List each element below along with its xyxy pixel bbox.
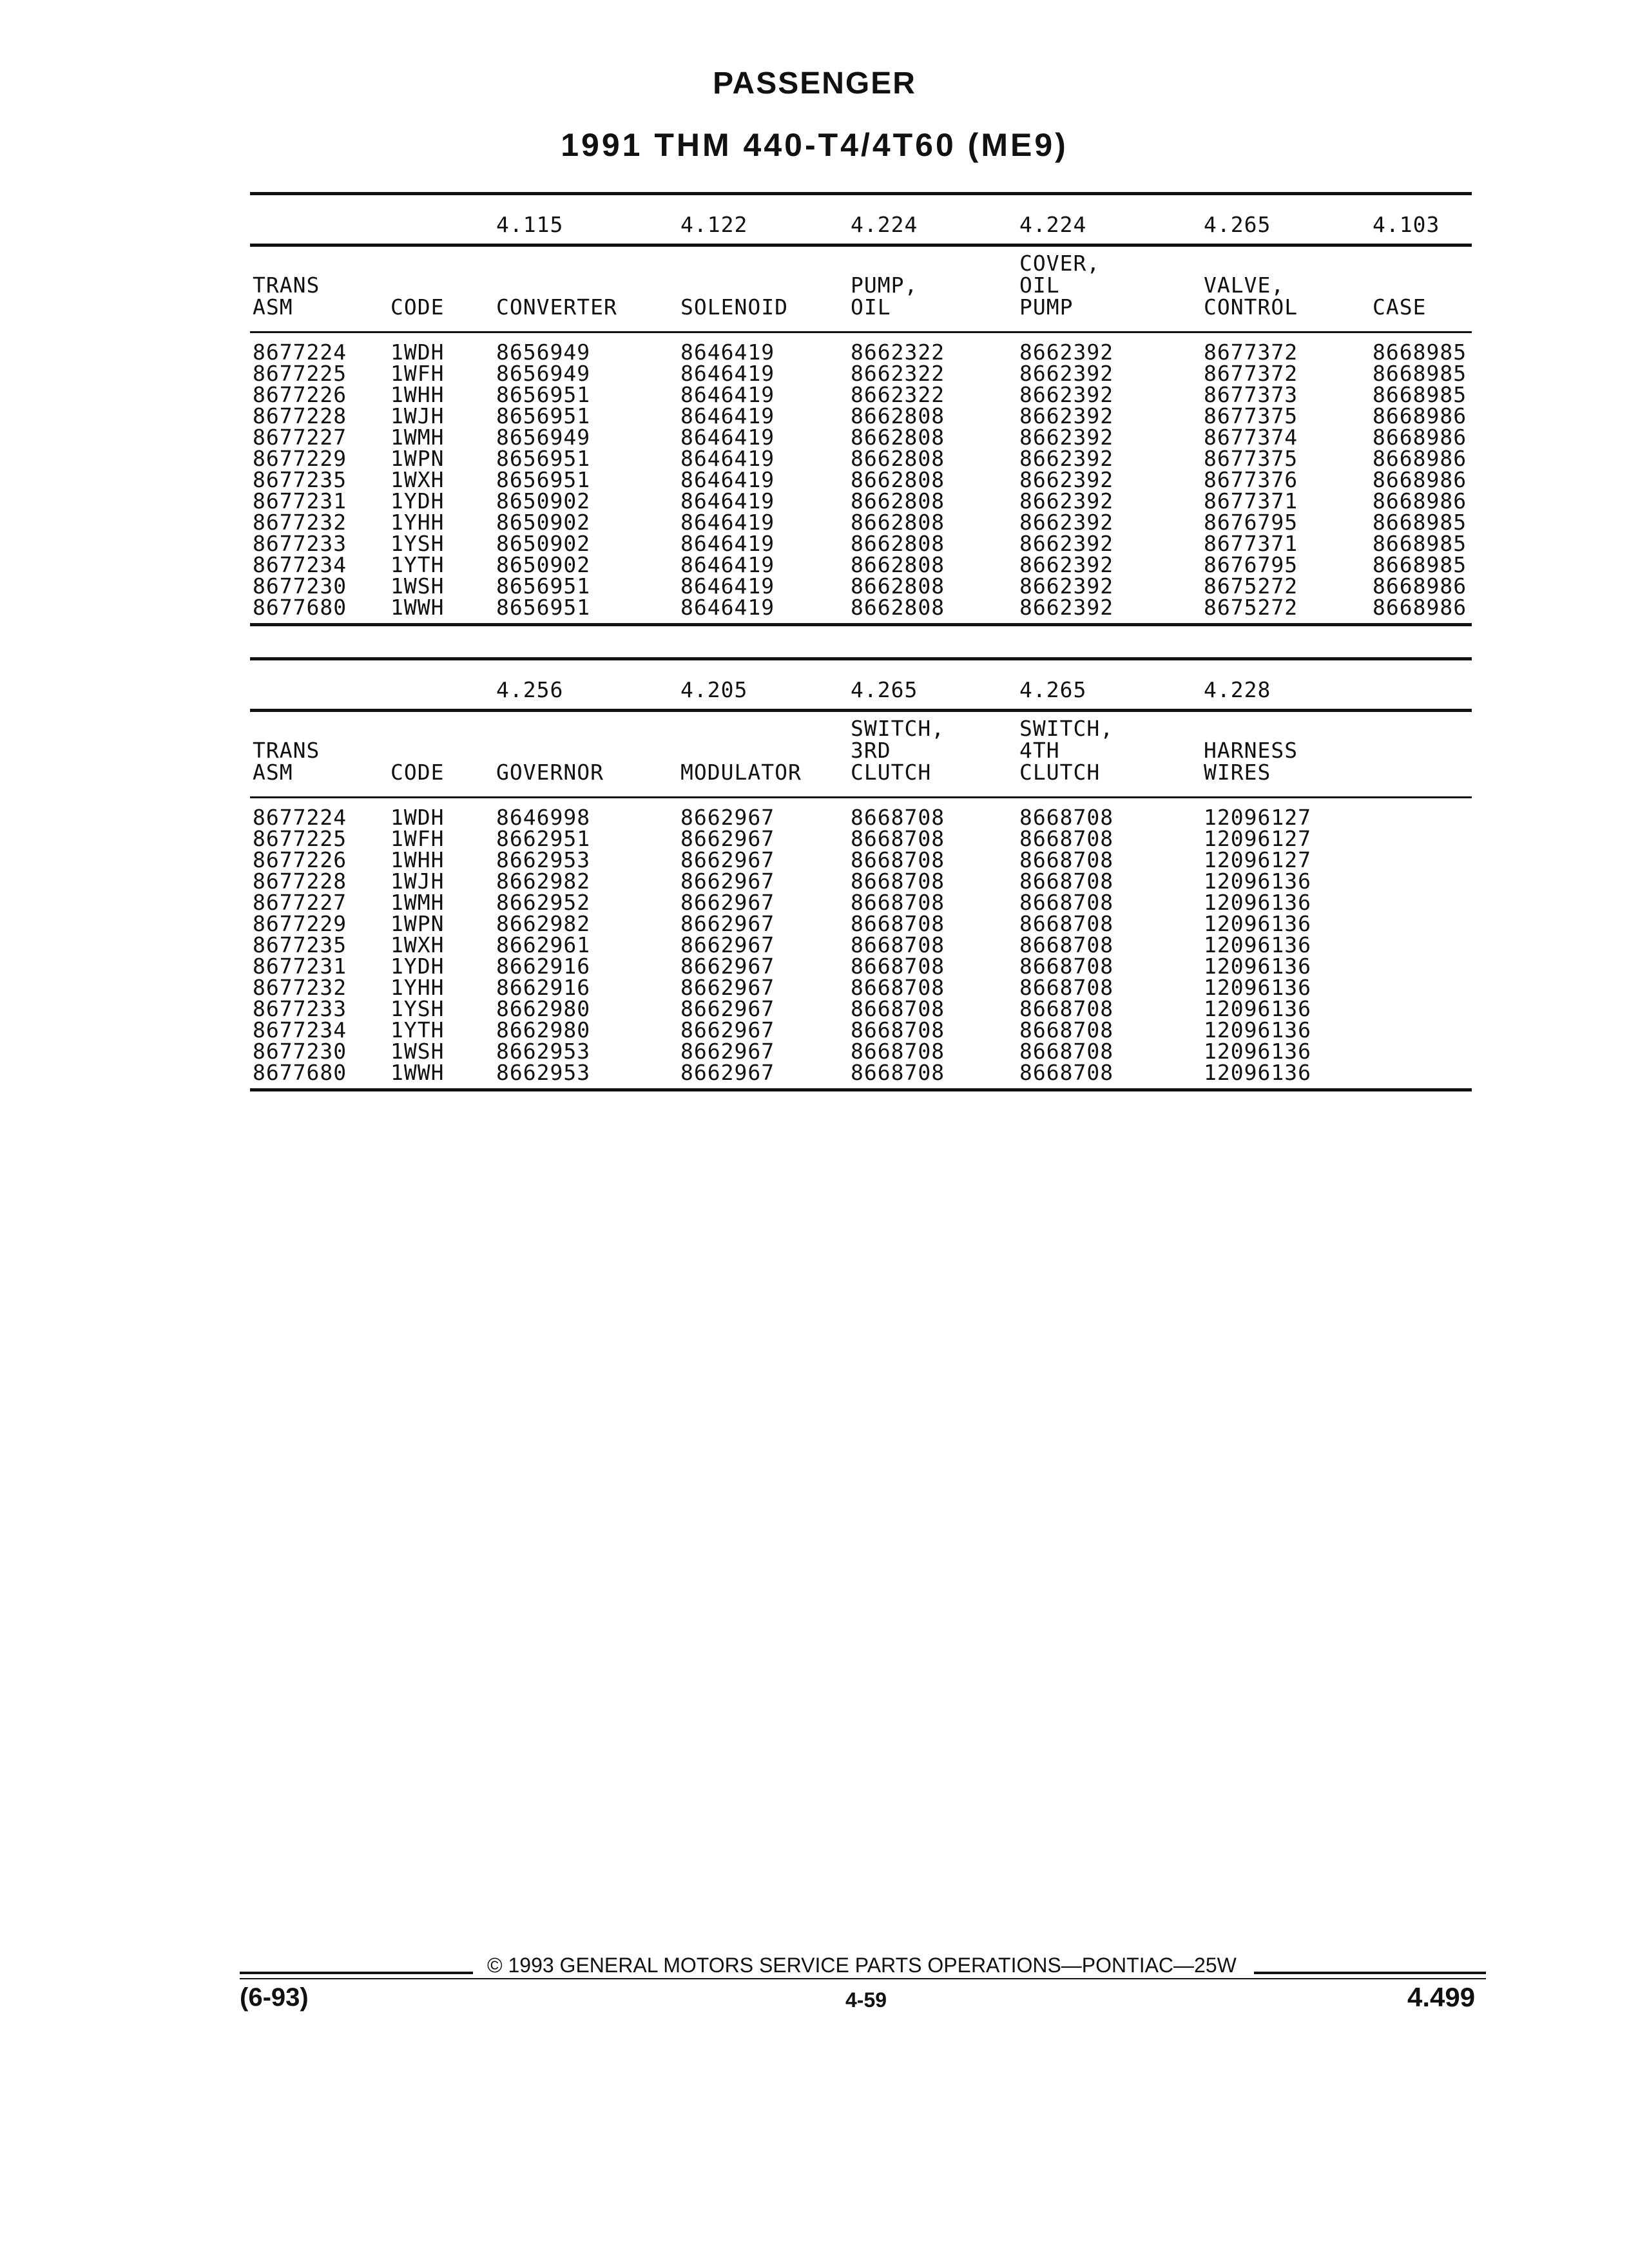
table-cell: 8677375: [1204, 446, 1298, 471]
table-cell: 8677229: [253, 446, 347, 471]
table-cell: 8677227: [253, 425, 347, 450]
header-rule: [250, 796, 1472, 798]
table-cell: 8662392: [1019, 425, 1114, 450]
table-cell: 8662322: [851, 340, 945, 365]
table-cell: 8668708: [1019, 975, 1114, 1000]
column-header: HARNESS: [1204, 738, 1298, 763]
table-cell: 1WFH: [390, 361, 445, 386]
table-cell: 8662392: [1019, 446, 1114, 471]
column-header: OIL: [851, 294, 891, 320]
table-cell: 1WSH: [390, 573, 445, 599]
table-cell: 8677371: [1204, 531, 1298, 556]
column-header: CODE: [390, 760, 445, 785]
table-cell: 8662808: [851, 403, 945, 428]
table-cell: 8662967: [680, 1039, 775, 1064]
table-cell: 8677374: [1204, 425, 1298, 450]
table-cell: 8677375: [1204, 403, 1298, 428]
table-cell: 8677224: [253, 805, 347, 830]
table-cell: 8668986: [1373, 488, 1467, 514]
table-cell: 8668708: [851, 954, 945, 979]
page-subtitle: 1991 THM 440-T4/4T60 (ME9): [561, 127, 1068, 163]
table-cell: 1YTH: [390, 552, 445, 577]
column-header: CONTROL: [1204, 294, 1298, 320]
table-cell: 8668708: [851, 847, 945, 872]
table-cell: 8668708: [1019, 805, 1114, 830]
table-cell: 1YSH: [390, 531, 445, 556]
page-title: PASSENGER: [713, 66, 916, 101]
table-cell: 8677234: [253, 1017, 347, 1043]
table-cell: 8668708: [851, 1060, 945, 1085]
group-number: 4.103: [1373, 212, 1440, 237]
table-cell: 8646419: [680, 340, 775, 365]
table-cell: 12096136: [1204, 1060, 1311, 1085]
column-header: MODULATOR: [680, 760, 802, 785]
table-cell: 8677372: [1204, 361, 1298, 386]
table-cell: 1WPN: [390, 446, 445, 471]
footer-page-center: 4-59: [845, 1988, 887, 2012]
table-cell: 8677226: [253, 382, 347, 407]
table-cell: 8677680: [253, 1060, 347, 1085]
table-cell: 8677224: [253, 340, 347, 365]
table-cell: 8668986: [1373, 573, 1467, 599]
table-cell: 8662952: [496, 890, 591, 915]
table-cell: 8668708: [851, 911, 945, 936]
table-cell: 8662967: [680, 826, 775, 851]
table-cell: 12096127: [1204, 847, 1311, 872]
table-cell: 8677376: [1204, 467, 1298, 492]
column-header: SWITCH,: [1019, 716, 1114, 741]
table-cell: 8656949: [496, 361, 591, 386]
table-cell: 8668708: [851, 805, 945, 830]
column-header: 4TH: [1019, 738, 1060, 763]
table-cell: 8668708: [1019, 847, 1114, 872]
column-header: GOVERNOR: [496, 760, 604, 785]
table-cell: 1WDH: [390, 340, 445, 365]
table-cell: 8662392: [1019, 510, 1114, 535]
table-cell: 8656951: [496, 403, 591, 428]
footer-right-rule: [1254, 1972, 1486, 1974]
table-cell: 8662392: [1019, 552, 1114, 577]
table-cell: 8677232: [253, 510, 347, 535]
table-cell: 8662967: [680, 1017, 775, 1043]
table-cell: 8668708: [1019, 890, 1114, 915]
table-cell: 8646998: [496, 805, 591, 830]
table-cell: 12096136: [1204, 932, 1311, 957]
header-rule: [250, 331, 1472, 333]
table-cell: 8677235: [253, 932, 347, 957]
table-cell: 8646419: [680, 573, 775, 599]
group-number: 4.265: [1019, 677, 1087, 702]
table-cell: 12096136: [1204, 996, 1311, 1021]
table-cell: 8668985: [1373, 340, 1467, 365]
table-cell: 8677233: [253, 996, 347, 1021]
group-number: 4.256: [496, 677, 564, 702]
table-cell: 8677232: [253, 975, 347, 1000]
table-cell: 8668708: [1019, 911, 1114, 936]
table-cell: 8668708: [1019, 932, 1114, 957]
column-header: CONVERTER: [496, 294, 617, 320]
footer-left-rule: [240, 1972, 473, 1974]
table-cell: 8656951: [496, 595, 591, 620]
table-cell: 12096136: [1204, 954, 1311, 979]
table-cell: 8662808: [851, 488, 945, 514]
table-cell: 8668985: [1373, 382, 1467, 407]
table-cell: 8677230: [253, 573, 347, 599]
column-header: ASM: [253, 294, 293, 320]
table-cell: 8677231: [253, 488, 347, 514]
table-cell: 8662953: [496, 1039, 591, 1064]
table-cell: 8677230: [253, 1039, 347, 1064]
table-cell: 8656951: [496, 573, 591, 599]
table-cell: 8656951: [496, 467, 591, 492]
column-header: ASM: [253, 760, 293, 785]
table-cell: 8677231: [253, 954, 347, 979]
table-cell: 1WFH: [390, 826, 445, 851]
table-cell: 8668708: [1019, 996, 1114, 1021]
group-number: 4.265: [1204, 212, 1271, 237]
table-cell: 8668708: [1019, 1017, 1114, 1043]
footer-date-code: (6-93): [240, 1983, 309, 2012]
table-cell: 1WDH: [390, 805, 445, 830]
column-header: CASE: [1373, 294, 1427, 320]
column-header: SWITCH,: [851, 716, 945, 741]
table-top-rule: [250, 657, 1472, 660]
table-cell: 8668708: [851, 1039, 945, 1064]
table-cell: 1YDH: [390, 954, 445, 979]
group-number-rule: [250, 709, 1472, 712]
table-cell: 8662392: [1019, 467, 1114, 492]
table-cell: 8668985: [1373, 531, 1467, 556]
table-cell: 8662322: [851, 361, 945, 386]
table-bottom-rule: [250, 623, 1472, 626]
table-cell: 12096127: [1204, 805, 1311, 830]
table-cell: 8668708: [851, 826, 945, 851]
table-cell: 8646419: [680, 467, 775, 492]
table-cell: 8668708: [1019, 1060, 1114, 1085]
column-header: COVER,: [1019, 251, 1101, 276]
table-cell: 8662967: [680, 932, 775, 957]
table-cell: 8668708: [851, 996, 945, 1021]
table-cell: 8662967: [680, 847, 775, 872]
table-cell: 8668708: [1019, 869, 1114, 894]
table-cell: 8662961: [496, 932, 591, 957]
table-cell: 8662392: [1019, 340, 1114, 365]
table-cell: 1WSH: [390, 1039, 445, 1064]
table-cell: 8668708: [851, 890, 945, 915]
table-cell: 8668708: [1019, 954, 1114, 979]
table-cell: 8668708: [851, 975, 945, 1000]
table-cell: 8662980: [496, 996, 591, 1021]
group-number: 4.122: [680, 212, 748, 237]
table-cell: 8646419: [680, 488, 775, 514]
table-cell: 8662967: [680, 996, 775, 1021]
table-cell: 8656951: [496, 446, 591, 471]
group-number: 4.228: [1204, 677, 1271, 702]
table-cell: 12096136: [1204, 911, 1311, 936]
table-cell: 8646419: [680, 595, 775, 620]
table-cell: 8646419: [680, 403, 775, 428]
table-cell: 8662967: [680, 869, 775, 894]
column-header: TRANS: [253, 738, 320, 763]
group-number-rule: [250, 244, 1472, 247]
table-cell: 1WXH: [390, 467, 445, 492]
table-cell: 1WHH: [390, 847, 445, 872]
table-cell: 1WXH: [390, 932, 445, 957]
table-cell: 8662392: [1019, 595, 1114, 620]
column-header: PUMP: [1019, 294, 1074, 320]
column-header: OIL: [1019, 273, 1060, 298]
table-cell: 8677680: [253, 595, 347, 620]
table-cell: 8662967: [680, 975, 775, 1000]
table-cell: 8668986: [1373, 467, 1467, 492]
column-header: VALVE,: [1204, 273, 1285, 298]
table-cell: 8656949: [496, 340, 591, 365]
table-cell: 1YSH: [390, 996, 445, 1021]
table-cell: 8662808: [851, 531, 945, 556]
table-cell: 8662392: [1019, 531, 1114, 556]
table-cell: 1WJH: [390, 869, 445, 894]
table-cell: 8662808: [851, 552, 945, 577]
column-header: PUMP,: [851, 273, 918, 298]
table-cell: 8668708: [851, 1017, 945, 1043]
table-cell: 8662916: [496, 975, 591, 1000]
table-cell: 8677235: [253, 467, 347, 492]
table-cell: 12096136: [1204, 869, 1311, 894]
table-cell: 8662392: [1019, 488, 1114, 514]
table-cell: 8656951: [496, 382, 591, 407]
table-cell: 1WPN: [390, 911, 445, 936]
table-cell: 8677225: [253, 826, 347, 851]
group-number: 4.205: [680, 677, 748, 702]
table-cell: 8646419: [680, 425, 775, 450]
table-cell: 1WMH: [390, 425, 445, 450]
table-cell: 8646419: [680, 361, 775, 386]
table-cell: 12096136: [1204, 1039, 1311, 1064]
table-cell: 8662392: [1019, 403, 1114, 428]
table-cell: 1WJH: [390, 403, 445, 428]
table-cell: 8662951: [496, 826, 591, 851]
table-cell: 8668708: [851, 869, 945, 894]
table-cell: 8662392: [1019, 573, 1114, 599]
table-cell: 8675272: [1204, 573, 1298, 599]
table-cell: 12096136: [1204, 1017, 1311, 1043]
group-number: 4.224: [851, 212, 918, 237]
table-cell: 8677229: [253, 911, 347, 936]
table-cell: 1YHH: [390, 510, 445, 535]
table-cell: 8650902: [496, 552, 591, 577]
table-cell: 8668708: [851, 932, 945, 957]
table-cell: 8668986: [1373, 595, 1467, 620]
table-cell: 8650902: [496, 488, 591, 514]
table-cell: 8662980: [496, 1017, 591, 1043]
table-cell: 8662967: [680, 805, 775, 830]
table-cell: 8662967: [680, 1060, 775, 1085]
table-cell: 8677227: [253, 890, 347, 915]
table-cell: 8675272: [1204, 595, 1298, 620]
table-cell: 8677373: [1204, 382, 1298, 407]
table-cell: 8668985: [1373, 361, 1467, 386]
table-cell: 1WWH: [390, 1060, 445, 1085]
table-cell: 8668708: [1019, 1039, 1114, 1064]
column-header: TRANS: [253, 273, 320, 298]
table-cell: 8677228: [253, 403, 347, 428]
table-cell: 8668708: [1019, 826, 1114, 851]
table-cell: 8668985: [1373, 510, 1467, 535]
table-cell: 8662808: [851, 467, 945, 492]
table-cell: 8676795: [1204, 510, 1298, 535]
table-cell: 8677233: [253, 531, 347, 556]
table-cell: 8662392: [1019, 382, 1114, 407]
table-cell: 1YHH: [390, 975, 445, 1000]
footer-bottom-rule: [240, 1978, 1486, 1979]
table-cell: 1WHH: [390, 382, 445, 407]
table-cell: 8662808: [851, 510, 945, 535]
table-cell: 8677234: [253, 552, 347, 577]
table-cell: 8646419: [680, 446, 775, 471]
table-cell: 8650902: [496, 531, 591, 556]
table-cell: 1YDH: [390, 488, 445, 514]
table-cell: 8677226: [253, 847, 347, 872]
column-header: SOLENOID: [680, 294, 788, 320]
table-cell: 8662808: [851, 425, 945, 450]
column-header: 3RD: [851, 738, 891, 763]
table-cell: 8646419: [680, 382, 775, 407]
table-cell: 8662808: [851, 573, 945, 599]
table-cell: 8662808: [851, 446, 945, 471]
column-header: WIRES: [1204, 760, 1271, 785]
table-cell: 8662808: [851, 595, 945, 620]
table-cell: 8668985: [1373, 552, 1467, 577]
table-cell: 8662953: [496, 847, 591, 872]
table-cell: 1WMH: [390, 890, 445, 915]
group-number: 4.265: [851, 677, 918, 702]
table-cell: 8662392: [1019, 361, 1114, 386]
table-cell: 8668986: [1373, 425, 1467, 450]
table-cell: 8668986: [1373, 446, 1467, 471]
column-header: CLUTCH: [1019, 760, 1101, 785]
table-cell: 8668986: [1373, 403, 1467, 428]
table-cell: 8646419: [680, 552, 775, 577]
table-bottom-rule: [250, 1088, 1472, 1091]
table-cell: 8677372: [1204, 340, 1298, 365]
table-cell: 12096127: [1204, 826, 1311, 851]
table-cell: 12096136: [1204, 975, 1311, 1000]
table-cell: 8662982: [496, 869, 591, 894]
table-cell: 8677371: [1204, 488, 1298, 514]
table-top-rule: [250, 192, 1472, 195]
table-cell: 1YTH: [390, 1017, 445, 1043]
table-cell: 8646419: [680, 510, 775, 535]
column-header: CLUTCH: [851, 760, 932, 785]
table-cell: 1WWH: [390, 595, 445, 620]
table-cell: 8662982: [496, 911, 591, 936]
group-number: 4.115: [496, 212, 564, 237]
column-header: CODE: [390, 294, 445, 320]
footer-page-number: 4.499: [1407, 1982, 1476, 2012]
table-cell: 12096136: [1204, 890, 1311, 915]
table-cell: 8662322: [851, 382, 945, 407]
footer-copyright: © 1993 GENERAL MOTORS SERVICE PARTS OPERATIONS—PONTIAC—25W: [487, 1954, 1237, 1977]
table-cell: 8677225: [253, 361, 347, 386]
table-cell: 8662967: [680, 954, 775, 979]
table-cell: 8677228: [253, 869, 347, 894]
group-number: 4.224: [1019, 212, 1087, 237]
table-cell: 8662916: [496, 954, 591, 979]
table-cell: 8662953: [496, 1060, 591, 1085]
table-cell: 8676795: [1204, 552, 1298, 577]
table-cell: 8650902: [496, 510, 591, 535]
table-cell: 8662967: [680, 911, 775, 936]
table-cell: 8662967: [680, 890, 775, 915]
table-cell: 8656949: [496, 425, 591, 450]
table-cell: 8646419: [680, 531, 775, 556]
